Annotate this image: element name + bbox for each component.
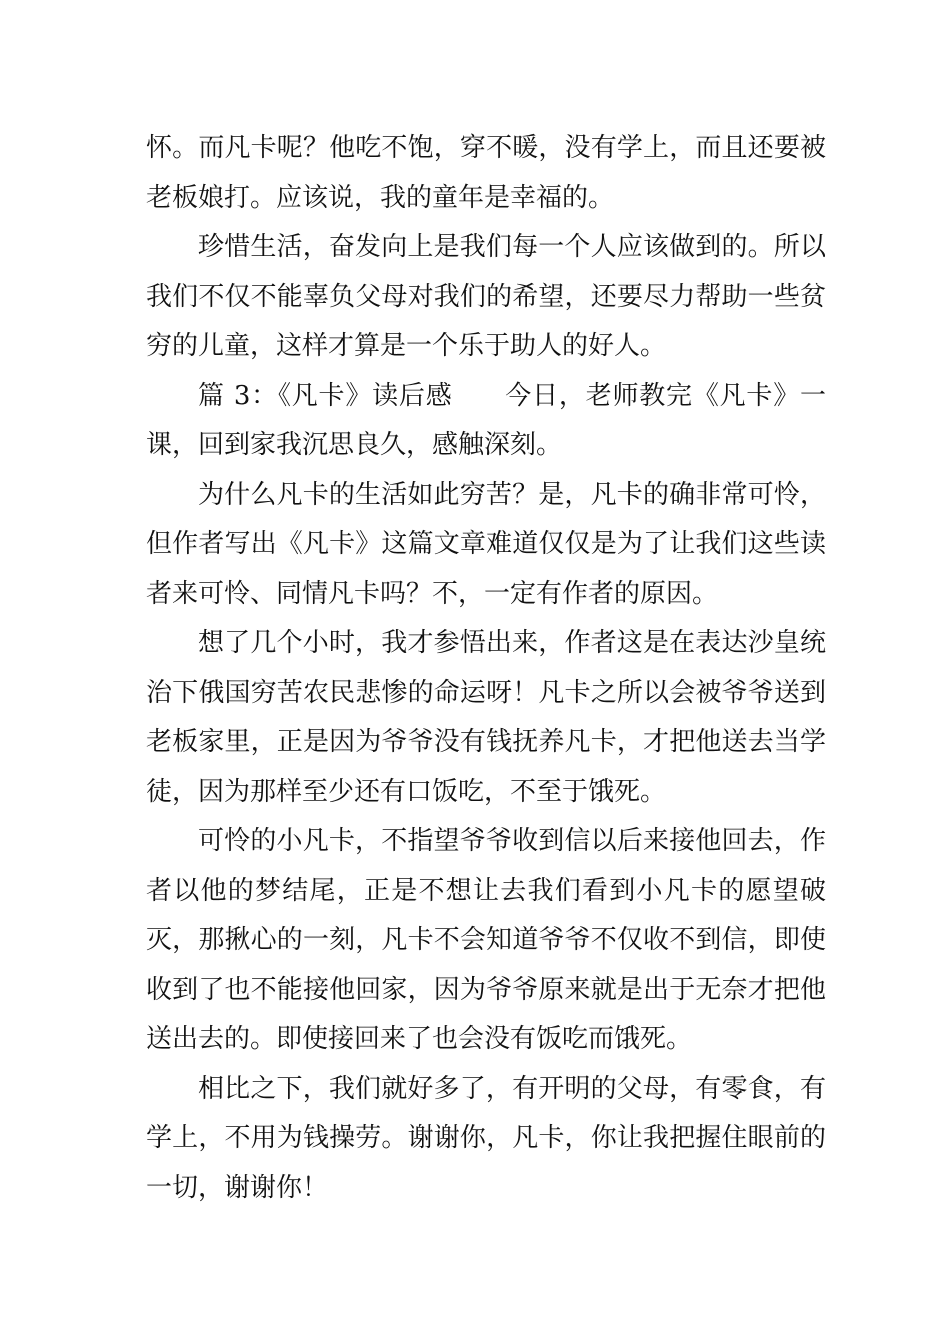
- article-body: [146, 124, 826, 1213]
- paragraph-cherish-life: 珍惜生活，奋发向上是我们每一个人应该做到的。所以我们不仅不能辜负父母对我们的希望，还要尽力帮助一些贫穷的儿童，这样才算是一个乐于助人的好人。: [146, 232, 826, 361]
- section-3-text: 今日，老师教完《凡卡》一课，回到家我沉思良久，感触深刻。: [146, 380, 826, 460]
- section-heading: 篇 3：《凡卡》读后感: [198, 380, 453, 411]
- paragraph-comparison: 相比之下，我们就好多了，有开明的父母，有零食，有学上，不用为钱操劳。谢谢你，凡卡，你让我把握住眼前的一切，谢谢你！: [146, 1073, 826, 1203]
- paragraph-section-3: [146, 372, 826, 471]
- paragraph-continuation: 怀。而凡卡呢？他吃不饱，穿不暖，没有学上，而且还要被老板娘打。应该说，我的童年是幸福的。: [146, 133, 826, 213]
- paragraph-little-vanka: 可怜的小凡卡，不指望爷爷收到信以后来接他回去，作者以他的梦结尾，正是不想让去我们看到小凡卡的愿望破灭，那揪心的一刻，凡卡不会知道爷爷不仅收不到信，即使收到了也不能接他回家，因为爷爷原来就是出于无奈才把他送出去的。即使接回来了也会没有饭吃而饿死。: [146, 826, 826, 1054]
- paragraph-realization: 想了几个小时，我才参悟出来，作者这是在表达沙皇统治下俄国穷苦农民悲惨的命运呀！凡卡之所以会被爷爷送到老板家里，正是因为爷爷没有钱抚养凡卡，才把他送去当学徒，因为那样至少还有口饭吃，不至于饿死。: [146, 628, 826, 807]
- paragraph-why-poor: 为什么凡卡的生活如此穷苦？是，凡卡的确非常可怜，但作者写出《凡卡》这篇文章难道仅仅是为了让我们这些读者来可怜、同情凡卡吗？不，一定有作者的原因。: [146, 479, 826, 609]
